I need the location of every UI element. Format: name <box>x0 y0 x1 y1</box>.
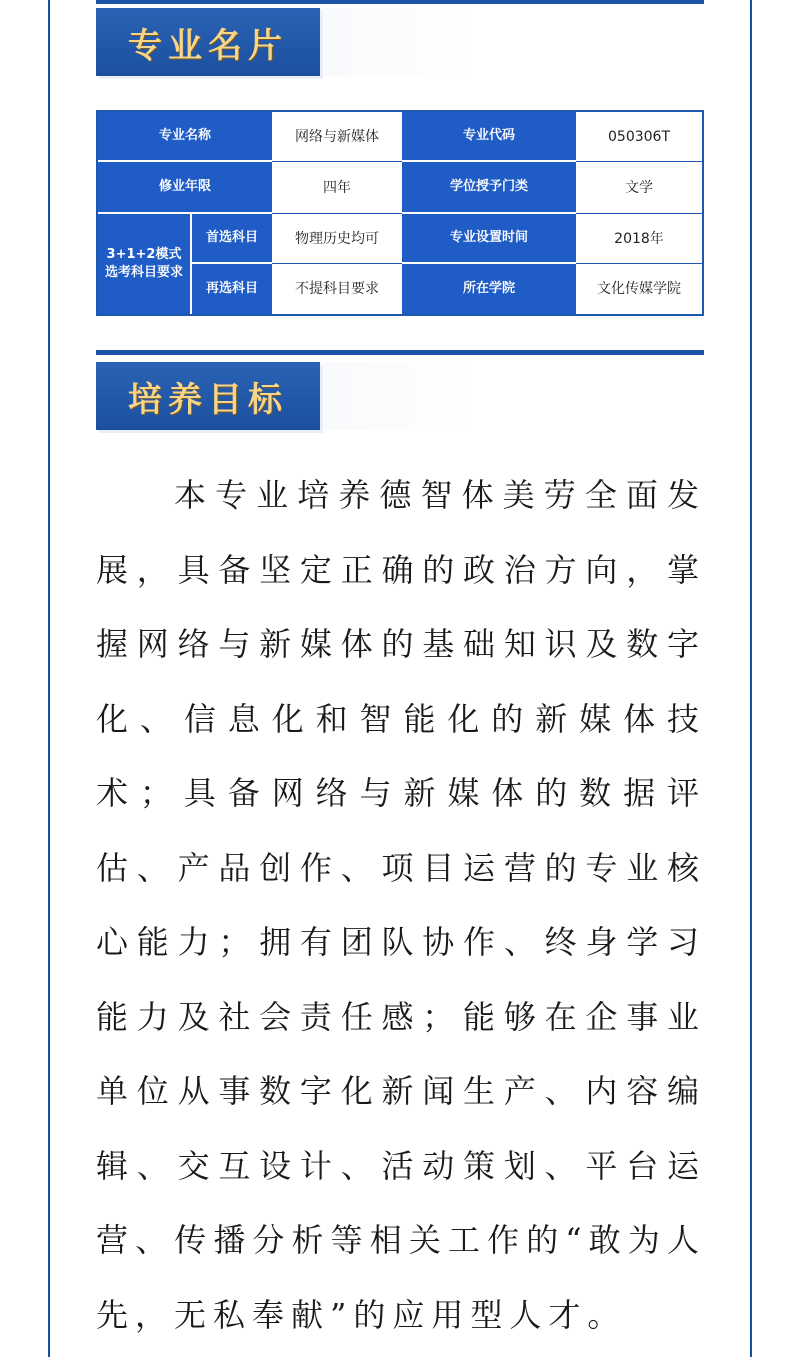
profile-section-title <box>96 8 320 76</box>
degree-value: 文学 <box>576 162 702 214</box>
duration-value: 四年 <box>272 162 402 214</box>
goal-section-title <box>96 362 320 430</box>
goal-paragraph: 本专业培养德智体美劳全面发展，具备坚定正确的政治方向，掌握网络与新媒体的基础知识及数字化、信息化和智能化的新媒体技术；具备网络与新媒体的数据评估、产品创作、项目运营的专业核心能力；拥有团队协作、终身学习能力及社会责任感；能够在企事业单位从事数字化新闻生产、内容编辑、交互设计、活动策划、平台运营、传播分析等相关工作的“敢为人先，无私奉献”的应用型人才。 <box>96 476 706 1334</box>
second-subject-label: 再选科目 <box>192 264 272 314</box>
left-frame-line <box>48 0 50 1357</box>
first-subject-value: 物理历史均可 <box>272 214 402 264</box>
goal-divider <box>96 350 704 355</box>
setup-time-value: 2018年 <box>576 214 702 264</box>
major-name-value: 网络与新媒体 <box>272 112 402 162</box>
top-divider <box>96 0 704 4</box>
major-info-table <box>96 110 704 316</box>
goal-section-title-text: 培养目标 <box>128 379 288 420</box>
second-subject-value: 不提科目要求 <box>272 264 402 314</box>
major-code-value: 050306T <box>576 112 702 162</box>
profile-section-title-text: 专业名片 <box>128 25 288 66</box>
major-code-label: 专业代码 <box>402 112 576 162</box>
mode-label: 3+1+2模式选考科目要求 <box>98 214 192 314</box>
setup-time-label: 专业设置时间 <box>402 214 576 264</box>
first-subject-label: 首选科目 <box>192 214 272 264</box>
college-value: 文化传媒学院 <box>576 264 702 314</box>
college-label: 所在学院 <box>402 264 576 314</box>
major-name-label: 专业名称 <box>98 112 272 162</box>
right-frame-line <box>750 0 752 1357</box>
degree-label: 学位授予门类 <box>402 162 576 214</box>
duration-label: 修业年限 <box>98 162 272 214</box>
